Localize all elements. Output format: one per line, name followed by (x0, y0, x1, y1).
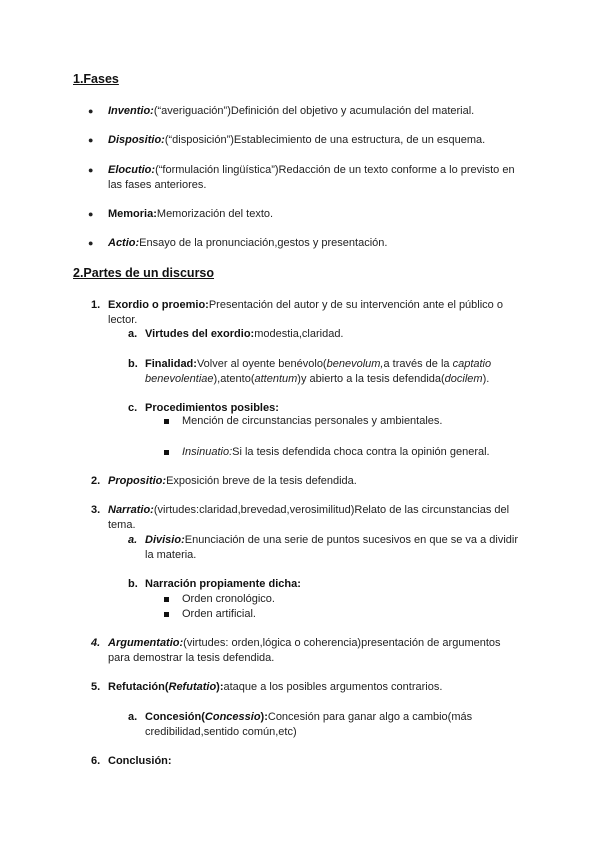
list-item-propositio: Propositio:Exposición breve de la tesis defendida. (108, 475, 357, 487)
square-bullet-icon (164, 597, 169, 602)
list-item-argumentatio-cont: para demostrar la tesis defendida. (108, 652, 275, 664)
list-letter: b. (128, 578, 138, 590)
sub-item-finalidad: Finalidad:Volver al oyente benévolo(benevolum,a través de la captatio (145, 358, 492, 370)
list-item-argumentatio: Argumentatio:(virtudes: orden,lógica o coherencia)presentación de argumentos (108, 637, 501, 649)
list-item-dispositio: Dispositio:(“disposición”)Establecimiento de una estructura, de un esquema. (108, 134, 486, 146)
list-letter: a. (128, 534, 138, 546)
list-item-inventio: Inventio:(“averiguación”)Definición del objetivo y acumulación del material. (108, 105, 475, 117)
square-bullet-icon (164, 450, 169, 455)
section-2-heading: 2.Partes de un discurso (73, 266, 215, 280)
sub-item-concesion-cont: credibilidad,sentido común,etc) (145, 726, 297, 738)
list-number: 6. (91, 755, 101, 767)
sub-sub-item-artificial: Orden artificial. (182, 608, 256, 620)
list-item-elocutio-cont: las fases anteriores. (108, 179, 207, 191)
list-item-conclusion: Conclusión: (108, 755, 172, 767)
list-number: 4. (91, 637, 101, 649)
sub-item-divisio: Divisio:Enunciación de una serie de puntos sucesivos en que se va a dividir (145, 534, 518, 546)
sub-item-narracion: Narración propiamente dicha: (145, 578, 301, 590)
list-item-narratio-cont: tema. (108, 519, 136, 531)
square-bullet-icon (164, 419, 169, 424)
list-number: 2. (91, 475, 101, 487)
list-number: 5. (91, 681, 101, 693)
list-item-actio: Actio:Ensayo de la pronunciación,gestos y presentación. (108, 237, 388, 249)
list-item-refutacion: Refutación(Refutatio):ataque a los posibles argumentos contrarios. (108, 681, 443, 693)
bullet-icon: ● (88, 165, 94, 175)
bullet-icon: ● (88, 209, 94, 219)
bullet-icon: ● (88, 106, 94, 116)
sub-item-divisio-cont: la materia. (145, 549, 197, 561)
sub-item-procedimientos: Procedimientos posibles: (145, 402, 279, 414)
sub-item-finalidad-cont: benevolentiae),atento(attentum)y abierto a la tesis defendida(docilem). (145, 373, 490, 385)
list-item-exordio: Exordio o proemio:Presentación del autor y de su intervención ante el público o (108, 299, 503, 311)
section-1-heading: 1.Fases (73, 72, 119, 86)
sub-sub-item-insinuatio: Insinuatio:Si la tesis defendida choca contra la opinión general. (182, 446, 490, 458)
list-number: 1. (91, 299, 101, 311)
bullet-icon: ● (88, 238, 94, 248)
sub-item-virtudes: Virtudes del exordio:modestia,claridad. (145, 328, 344, 340)
sub-item-concesion: Concesión(Concessio):Concesión para ganar algo a cambio(más (145, 711, 473, 723)
sub-sub-item-cronologico: Orden cronológico. (182, 593, 275, 605)
list-item-memoria: Memoria:Memorización del texto. (108, 208, 274, 220)
sub-sub-item-mencion: Mención de circunstancias personales y ambientales. (182, 415, 443, 427)
bullet-icon: ● (88, 135, 94, 145)
list-letter: b. (128, 358, 138, 370)
list-item-narratio: Narratio:(virtudes:claridad,brevedad,verosimilitud)Relato de las circunstancias del (108, 504, 510, 516)
list-letter: a. (128, 328, 138, 340)
list-letter: c. (128, 402, 138, 414)
list-letter: a. (128, 711, 138, 723)
list-item-exordio-cont: lector. (108, 314, 138, 326)
list-item-elocutio: Elocutio:(“formulación lingüística”)Redacción de un texto conforme a lo previsto en (108, 164, 515, 176)
list-number: 3. (91, 504, 101, 516)
square-bullet-icon (164, 612, 169, 617)
